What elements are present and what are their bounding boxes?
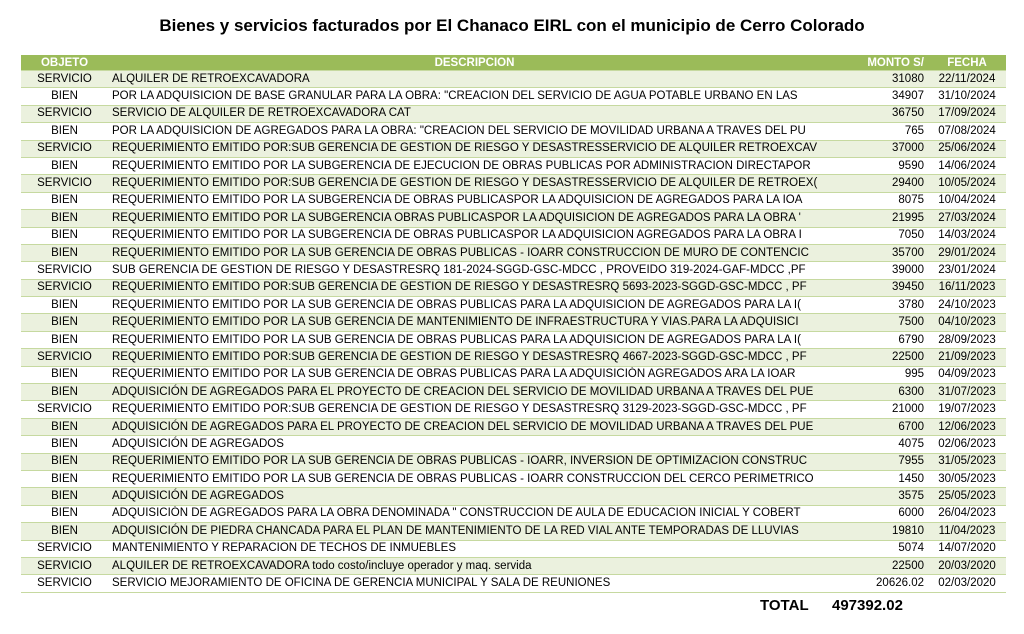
table-row [21,279,1006,296]
total-label: TOTAL [760,597,809,614]
cell-monto: 7955 [841,453,928,470]
cell-descripcion: REQUERIMIENTO EMITIDO POR:SUB GERENCIA DE GESTION DE RIESGO Y DESASTRESRQ 4667-2023-SGGD-GSC-MDCC , PF [108,349,841,366]
table-row [21,453,1006,470]
cell-monto: 995 [841,366,928,383]
cell-descripcion: REQUERIMIENTO EMITIDO POR:SUB GERENCIA DE GESTION DE RIESGO Y DESASTRESRQ 5693-2023-SGGD-GSC-MDCC , PF [108,279,841,296]
cell-fecha: 23/01/2024 [928,262,1006,279]
cell-monto: 6790 [841,331,928,348]
cell-descripcion: ADQUISICIÓN DE AGREGADOS PARA LA OBRA DENOMINADA " CONSTRUCCION DE AULA DE EDUCACION INICIAL Y COBERT [108,505,841,522]
table-row [21,557,1006,574]
table-row [21,575,1006,592]
cell-descripcion: ALQUILER DE RETROEXCAVADORA [108,71,841,88]
cell-monto: 1450 [841,470,928,487]
cell-descripcion: ADQUISICIÓN DE PIEDRA CHANCADA PARA EL PLAN DE MANTENIMIENTO DE LA RED VIAL ANTE TEMPORADAS DE LLUVIAS [108,523,841,540]
table-row [21,227,1006,244]
table-row [21,123,1006,140]
table-row [21,157,1006,174]
cell-monto: 6000 [841,505,928,522]
cell-monto: 34907 [841,88,928,105]
table-body [21,71,1006,593]
cell-fecha: 04/10/2023 [928,314,1006,331]
cell-objeto: SERVICIO [21,140,108,157]
table-row [21,540,1006,557]
cell-fecha: 30/05/2023 [928,470,1006,487]
cell-objeto: SERVICIO [21,557,108,574]
cell-fecha: 14/07/2020 [928,540,1006,557]
cell-descripcion: REQUERIMIENTO EMITIDO POR LA SUB GERENCIA DE OBRAS PUBLICAS - IOARR CONSTRUCCION DEL CERCO PERIMETRICO [108,470,841,487]
cell-monto: 31080 [841,71,928,88]
cell-monto: 29400 [841,175,928,192]
cell-objeto: BIEN [21,123,108,140]
invoices-table [21,55,1006,593]
cell-objeto: BIEN [21,470,108,487]
cell-descripcion: SUB GERENCIA DE GESTION DE RIESGO Y DESASTRESRQ 181-2024-SGGD-GSC-MDCC , PROVEIDO 319-2024-GAF-MDCC ,PF [108,262,841,279]
cell-fecha: 31/07/2023 [928,384,1006,401]
cell-objeto: BIEN [21,436,108,453]
cell-descripcion: REQUERIMIENTO EMITIDO POR LA SUBGERENCIA OBRAS PUBLICASPOR LA ADQUISICION DE AGREGADOS PARA LA OBRA ' [108,210,841,227]
cell-monto: 21995 [841,210,928,227]
cell-fecha: 24/10/2023 [928,297,1006,314]
table-row [21,401,1006,418]
cell-descripcion: REQUERIMIENTO EMITIDO POR LA SUBGERENCIA DE OBRAS PUBLICASPOR LA ADQUISICION DE AGREGADOS PARA LA IOA [108,192,841,209]
cell-fecha: 04/09/2023 [928,366,1006,383]
table-row [21,297,1006,314]
table-row [21,175,1006,192]
cell-monto: 19810 [841,523,928,540]
cell-descripcion: POR LA ADQUISICION DE AGREGADOS PARA LA OBRA: "CREACION DEL SERVICIO DE MOVILIDAD URBANA A TRAVES DEL PU [108,123,841,140]
cell-monto: 3780 [841,297,928,314]
cell-objeto: BIEN [21,297,108,314]
cell-fecha: 16/11/2023 [928,279,1006,296]
cell-monto: 3575 [841,488,928,505]
cell-descripcion: REQUERIMIENTO EMITIDO POR:SUB GERENCIA DE GESTION DE RIESGO Y DESASTRESSERVICIO DE ALQUILER RETROEXCAV [108,140,841,157]
cell-fecha: 19/07/2023 [928,401,1006,418]
cell-objeto: SERVICIO [21,540,108,557]
table-row [21,366,1006,383]
cell-monto: 22500 [841,557,928,574]
cell-descripcion: REQUERIMIENTO EMITIDO POR LA SUBGERENCIA DE EJECUCION DE OBRAS PUBLICAS POR ADMINISTRACION DIRECTAPOR [108,157,841,174]
cell-monto: 6300 [841,384,928,401]
cell-fecha: 12/06/2023 [928,418,1006,435]
table-row [21,331,1006,348]
cell-objeto: BIEN [21,418,108,435]
cell-descripcion: POR LA ADQUISICION DE BASE GRANULAR PARA LA OBRA: "CREACION DEL SERVICIO DE AGUA POTABLE URBANO EN LAS [108,88,841,105]
cell-monto: 8075 [841,192,928,209]
cell-objeto: SERVICIO [21,262,108,279]
cell-objeto: BIEN [21,192,108,209]
cell-fecha: 02/06/2023 [928,436,1006,453]
table-row [21,88,1006,105]
cell-objeto: SERVICIO [21,105,108,122]
cell-fecha: 22/11/2024 [928,71,1006,88]
cell-fecha: 25/05/2023 [928,488,1006,505]
cell-monto: 37000 [841,140,928,157]
cell-fecha: 02/03/2020 [928,575,1006,592]
cell-fecha: 11/04/2023 [928,523,1006,540]
cell-monto: 7050 [841,227,928,244]
cell-objeto: BIEN [21,157,108,174]
cell-objeto: SERVICIO [21,279,108,296]
cell-descripcion: SERVICIO MEJORAMIENTO DE OFICINA DE GERENCIA MUNICIPAL Y SALA DE REUNIONES [108,575,841,592]
cell-objeto: BIEN [21,88,108,105]
cell-fecha: 29/01/2024 [928,244,1006,261]
table-row [21,349,1006,366]
cell-monto: 35700 [841,244,928,261]
cell-objeto: SERVICIO [21,401,108,418]
cell-monto: 4075 [841,436,928,453]
cell-descripcion: SERVICIO DE ALQUILER DE RETROEXCAVADORA CAT [108,105,841,122]
table-row [21,210,1006,227]
cell-descripcion: REQUERIMIENTO EMITIDO POR LA SUB GERENCIA DE OBRAS PUBLICAS - IOARR, INVERSION DE OPTIMIZACION CONSTRUC [108,453,841,470]
table-row [21,244,1006,261]
cell-objeto: SERVICIO [21,71,108,88]
table-header-row [21,55,1006,71]
header-monto: MONTO S/ [841,55,928,71]
cell-objeto: SERVICIO [21,349,108,366]
cell-monto: 21000 [841,401,928,418]
cell-objeto: BIEN [21,244,108,261]
cell-fecha: 10/05/2024 [928,175,1006,192]
cell-fecha: 31/10/2024 [928,88,1006,105]
cell-fecha: 26/04/2023 [928,505,1006,522]
cell-fecha: 25/06/2024 [928,140,1006,157]
cell-objeto: BIEN [21,488,108,505]
cell-monto: 20626.02 [841,575,928,592]
cell-monto: 765 [841,123,928,140]
cell-monto: 22500 [841,349,928,366]
cell-objeto: BIEN [21,384,108,401]
cell-objeto: BIEN [21,453,108,470]
table-row [21,262,1006,279]
table-row [21,418,1006,435]
cell-descripcion: REQUERIMIENTO EMITIDO POR LA SUB GERENCIA DE OBRAS PUBLICAS PARA LA ADQUISICION DE AGREGADOS PARA LA I( [108,331,841,348]
page-title: Bienes y servicios facturados por El Chanaco EIRL con el municipio de Cerro Colorado [159,16,865,35]
cell-monto: 39000 [841,262,928,279]
table-row [21,314,1006,331]
cell-objeto: SERVICIO [21,575,108,592]
cell-objeto: BIEN [21,314,108,331]
cell-descripcion: REQUERIMIENTO EMITIDO POR:SUB GERENCIA DE GESTION DE RIESGO Y DESASTRESSERVICIO DE ALQUILER DE RETROEX( [108,175,841,192]
cell-objeto: SERVICIO [21,175,108,192]
table-row [21,384,1006,401]
table-row [21,436,1006,453]
cell-fecha: 31/05/2023 [928,453,1006,470]
cell-descripcion: ADQUISICIÓN DE AGREGADOS PARA EL PROYECTO DE CREACION DEL SERVICIO DE MOVILIDAD URBANA A TRAVES DEL PUE [108,384,841,401]
table-row [21,192,1006,209]
cell-objeto: BIEN [21,331,108,348]
cell-descripcion: REQUERIMIENTO EMITIDO POR LA SUB GERENCIA DE OBRAS PUBLICAS PARA LA ADQUISICION DE AGREGADOS PARA LA I( [108,297,841,314]
cell-monto: 5074 [841,540,928,557]
cell-fecha: 17/09/2024 [928,105,1006,122]
cell-descripcion: ADQUISICIÓN DE AGREGADOS [108,488,841,505]
total-value: 497392.02 [832,597,903,614]
table-row [21,470,1006,487]
cell-objeto: BIEN [21,366,108,383]
cell-objeto: BIEN [21,523,108,540]
header-descripcion: DESCRIPCION [108,55,841,71]
cell-monto: 36750 [841,105,928,122]
cell-fecha: 14/03/2024 [928,227,1006,244]
table-row [21,140,1006,157]
cell-fecha: 14/06/2024 [928,157,1006,174]
table-row [21,523,1006,540]
cell-descripcion: REQUERIMIENTO EMITIDO POR LA SUBGERENCIA DE OBRAS PUBLICASPOR LA ADQUISICION AGREGADOS PARA LA OBRA I [108,227,841,244]
cell-descripcion: REQUERIMIENTO EMITIDO POR LA SUB GERENCIA DE OBRAS PUBLICAS PARA LA ADQUISICIÓN AGREGADOS ARA LA IOAR [108,366,841,383]
header-fecha: FECHA [928,55,1006,71]
cell-descripcion: MANTENIMIENTO Y REPARACION DE TECHOS DE INMUEBLES [108,540,841,557]
cell-fecha: 21/09/2023 [928,349,1006,366]
cell-monto: 6700 [841,418,928,435]
cell-fecha: 28/09/2023 [928,331,1006,348]
table-row [21,105,1006,122]
cell-fecha: 07/08/2024 [928,123,1006,140]
cell-descripcion: ADQUISICIÓN DE AGREGADOS [108,436,841,453]
table-row [21,505,1006,522]
cell-descripcion: ALQUILER DE RETROEXCAVADORA todo costo/incluye operador y maq. servida [108,557,841,574]
cell-monto: 7500 [841,314,928,331]
header-objeto: OBJETO [21,55,108,71]
cell-objeto: BIEN [21,505,108,522]
cell-descripcion: REQUERIMIENTO EMITIDO POR LA SUB GERENCIA DE MANTENIMIENTO DE INFRAESTRUCTURA Y VIAS.PARA LA ADQUISICI [108,314,841,331]
cell-descripcion: REQUERIMIENTO EMITIDO POR:SUB GERENCIA DE GESTION DE RIESGO Y DESASTRESRQ 3129-2023-SGGD-GSC-MDCC , PF [108,401,841,418]
cell-descripcion: ADQUISICIÓN DE AGREGADOS PARA EL PROYECTO DE CREACION DEL SERVICIO DE MOVILIDAD URBANA A TRAVES DEL PUE [108,418,841,435]
cell-fecha: 27/03/2024 [928,210,1006,227]
cell-fecha: 20/03/2020 [928,557,1006,574]
cell-objeto: BIEN [21,227,108,244]
cell-descripcion: REQUERIMIENTO EMITIDO POR LA SUB GERENCIA DE OBRAS PUBLICAS - IOARR CONSTRUCCION DE MURO DE CONTENCIC [108,244,841,261]
cell-monto: 9590 [841,157,928,174]
table-row [21,488,1006,505]
cell-monto: 39450 [841,279,928,296]
cell-fecha: 10/04/2024 [928,192,1006,209]
table-row [21,71,1006,88]
cell-objeto: BIEN [21,210,108,227]
